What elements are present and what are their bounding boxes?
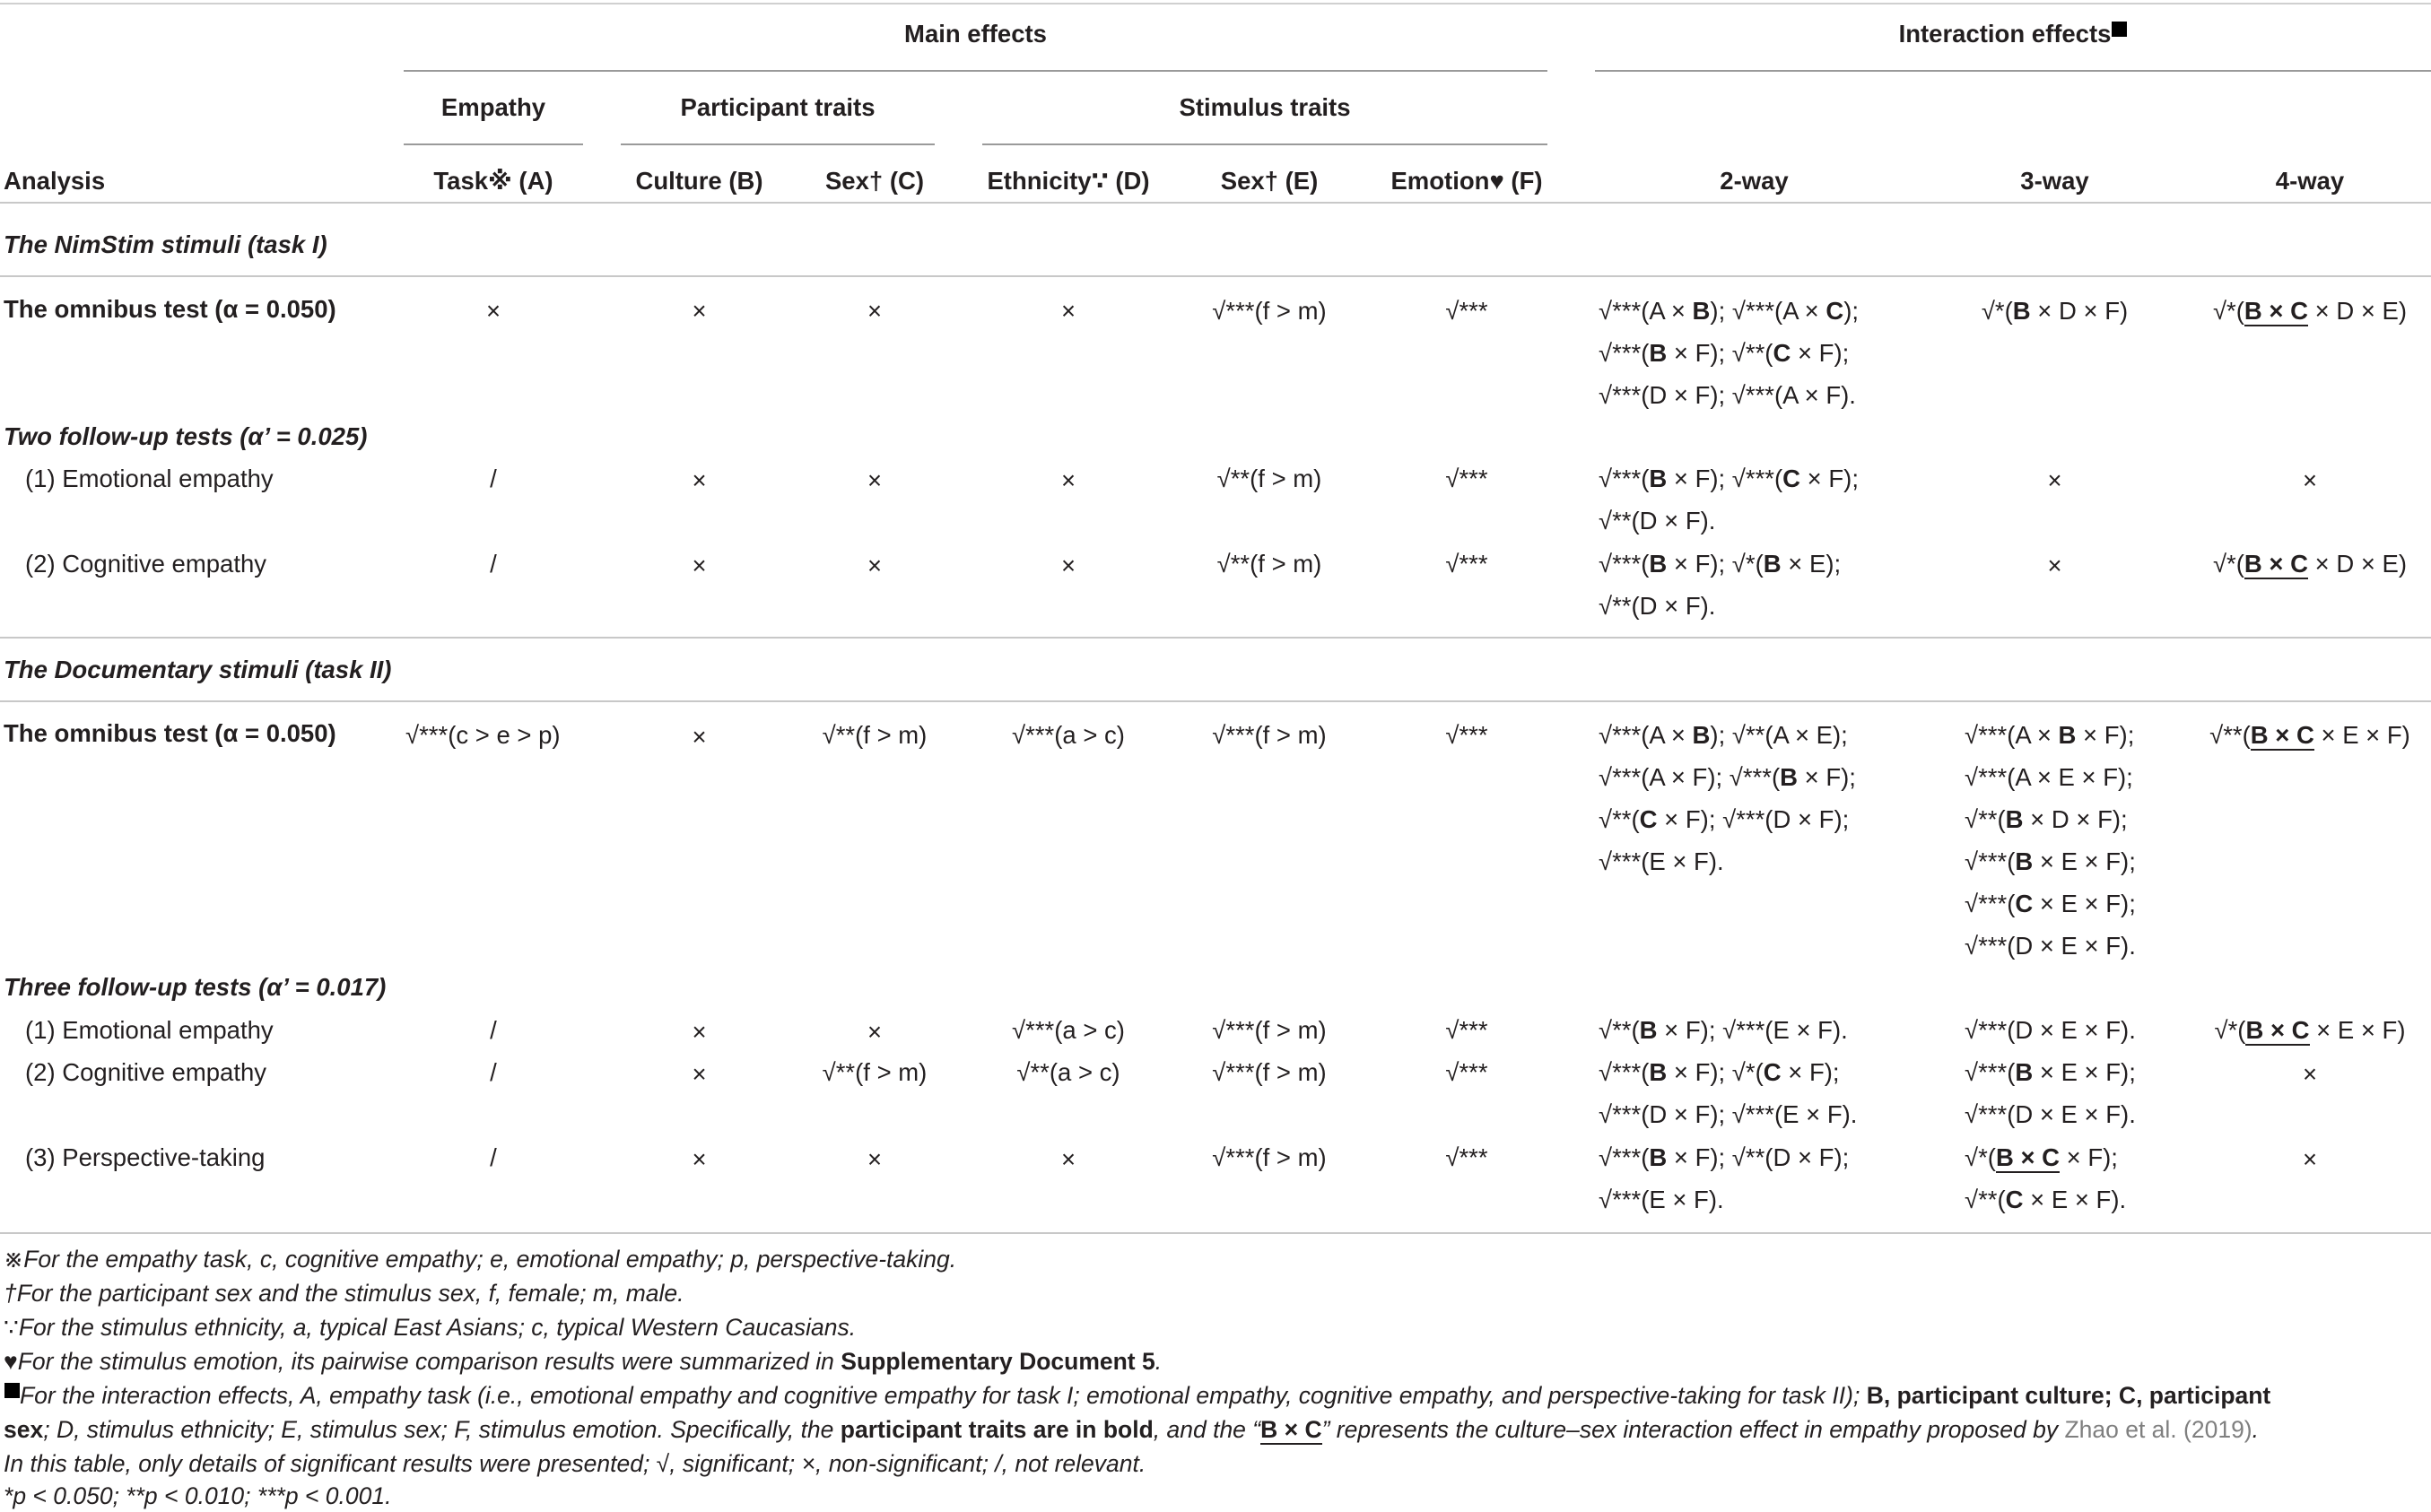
citation-link[interactable]: Zhao et al. (2019) xyxy=(2064,1416,2252,1443)
footnote-sex: †For the participant sex and the stimulus sex, f, female; m, male. xyxy=(4,1280,684,1307)
followup-heading-nimstim: Two follow-up tests (α’ = 0.025) xyxy=(4,422,368,450)
header-bottom-rule xyxy=(0,202,2431,204)
participant-sex-value: × xyxy=(867,552,883,579)
emotion-value: √*** xyxy=(1445,721,1488,749)
emotion-value: √*** xyxy=(1445,1143,1488,1171)
stimulus-traits-rule xyxy=(982,143,1547,145)
three-way-line: × xyxy=(2047,466,2062,494)
four-way-line: √**(B × C × E × F) xyxy=(2209,721,2410,749)
two-way-line: √***(A × F); √***(B × F); xyxy=(1599,763,1856,791)
participant-sex-column-header: Sex† (C) xyxy=(824,167,925,195)
row-label: (1) Emotional empathy xyxy=(25,1016,274,1044)
ethnicity-value: √***(a > c) xyxy=(1012,1016,1125,1044)
section-title-nimstim: The NimStim stimuli (task I) xyxy=(4,230,327,258)
footnote-legend: In this table, only details of significant results were presented; √, significant; ×, non-significant; /, not relevant. xyxy=(4,1450,1146,1477)
footnote-ethnicity: ∵For the stimulus ethnicity, a, typical East Asians; c, typical Western Caucasians. xyxy=(4,1314,857,1341)
participant-sex-value: × xyxy=(867,466,883,494)
two-way-column-header: 2-way xyxy=(1720,167,1789,195)
participant-sex-value: × xyxy=(867,297,883,325)
two-way-line: √***(D × F); √***(A × F). xyxy=(1599,381,1856,409)
three-way-line: √***(A × E × F); xyxy=(1965,763,2133,791)
task-value: / xyxy=(490,1058,497,1086)
four-way-line: √*(B × C × E × F) xyxy=(2214,1016,2406,1044)
row-label: The omnibus test (α = 0.050) xyxy=(4,719,336,747)
stimulus-traits-heading: Stimulus traits xyxy=(1179,93,1351,121)
three-way-line: √***(B × E × F); xyxy=(1965,1058,2136,1086)
three-way-line: × xyxy=(2047,552,2062,579)
row-label: (2) Cognitive empathy xyxy=(25,550,267,578)
two-way-line: √***(E × F). xyxy=(1599,847,1724,875)
three-way-line: √***(D × E × F). xyxy=(1965,932,2136,960)
footnote-interaction-1: For the interaction effects, A, empathy task (i.e., emotional empathy and cognitive empathy for task I; emotional empathy, cognitive empathy, and perspective-taking for task II); B, participant culture; C, participant xyxy=(4,1380,2270,1411)
main-effects-rule xyxy=(404,70,1547,72)
culture-value: × xyxy=(692,297,707,325)
two-way-line: √***(B × F); √*(C × F); xyxy=(1599,1058,1840,1086)
ethnicity-value: √***(a > c) xyxy=(1012,721,1125,749)
task-value: / xyxy=(490,1143,497,1171)
culture-value: × xyxy=(692,1018,707,1046)
interaction-effects-heading: Interaction effects xyxy=(1595,19,2431,49)
task-value: / xyxy=(490,465,497,492)
three-way-line: √***(A × B × F); xyxy=(1965,721,2135,749)
three-way-line: √**(C × E × F). xyxy=(1965,1186,2127,1213)
stimulus-sex-value: √***(f > m) xyxy=(1212,1143,1327,1171)
stimulus-sex-value: √***(f > m) xyxy=(1212,1016,1327,1044)
black-square-icon xyxy=(2112,22,2127,37)
task-value: / xyxy=(490,550,497,578)
two-way-line: √***(A × B); √**(A × E); xyxy=(1599,721,1848,749)
top-rule xyxy=(0,3,2431,4)
stimulus-sex-value: √**(f > m) xyxy=(1216,465,1322,492)
emotion-value: √*** xyxy=(1445,297,1488,325)
four-way-line: × xyxy=(2302,1145,2318,1173)
participant-sex-value: × xyxy=(867,1018,883,1046)
three-way-line: √***(D × E × F). xyxy=(1965,1016,2136,1044)
main-effects-heading: Main effects xyxy=(904,20,1047,48)
participant-sex-value: × xyxy=(867,1145,883,1173)
two-way-line: √***(E × F). xyxy=(1599,1186,1724,1213)
footnote-emotion: ♥For the stimulus emotion, its pairwise comparison results were summarized in Supplementary Document 5. xyxy=(4,1348,1163,1375)
three-way-column-header: 3-way xyxy=(2020,167,2089,195)
emotion-value: √*** xyxy=(1445,550,1488,578)
participant-traits-heading: Participant traits xyxy=(680,93,876,121)
three-way-line: √***(D × E × F). xyxy=(1965,1100,2136,1128)
followup-heading-documentary: Three follow-up tests (α’ = 0.017) xyxy=(4,973,387,1001)
emotion-value: √*** xyxy=(1445,1058,1488,1086)
three-way-line: √***(B × E × F); xyxy=(1965,847,2136,875)
four-way-line: × xyxy=(2302,466,2318,494)
ethnicity-value: × xyxy=(1060,1145,1076,1173)
section-rule xyxy=(0,637,2431,639)
four-way-line: × xyxy=(2302,1060,2318,1088)
analysis-column-header: Analysis xyxy=(4,167,106,195)
task-column-header: Task※ (A) xyxy=(433,167,553,195)
two-way-line: √***(A × B); √***(A × C); xyxy=(1599,297,1860,325)
row-label: The omnibus test (α = 0.050) xyxy=(4,295,336,323)
participant-sex-value: √**(f > m) xyxy=(822,1058,928,1086)
task-value: √***(c > e > p) xyxy=(405,721,561,749)
emotion-value: √*** xyxy=(1445,465,1488,492)
two-way-line: √**(D × F). xyxy=(1599,507,1716,534)
three-way-line: √*(B × C × F); xyxy=(1965,1143,2118,1171)
two-way-line: √**(C × F); √***(D × F); xyxy=(1599,805,1850,833)
stimulus-sex-value: √***(f > m) xyxy=(1212,721,1327,749)
two-way-line: √***(B × F); √**(D × F); xyxy=(1599,1143,1850,1171)
three-way-line: √*(B × D × F) xyxy=(1981,297,2129,325)
four-way-column-header: 4-way xyxy=(2275,167,2345,195)
culture-value: × xyxy=(692,552,707,579)
two-way-line: √**(B × F); √***(E × F). xyxy=(1599,1016,1848,1044)
participant-traits-rule xyxy=(621,143,935,145)
four-way-line: √*(B × C × D × E) xyxy=(2212,297,2408,325)
interaction-effects-rule xyxy=(1595,70,2431,72)
four-way-line: √*(B × C × D × E) xyxy=(2212,550,2408,578)
task-value: × xyxy=(485,297,501,325)
stimulus-sex-value: √***(f > m) xyxy=(1212,297,1327,325)
row-label: (3) Perspective-taking xyxy=(25,1143,266,1171)
two-way-line: √**(D × F). xyxy=(1599,592,1716,620)
footnote-significance: *p < 0.050; **p < 0.010; ***p < 0.001. xyxy=(4,1482,392,1509)
row-label: (1) Emotional empathy xyxy=(25,465,274,492)
stimulus-sex-value: √**(f > m) xyxy=(1216,550,1322,578)
two-way-line: √***(D × F); √***(E × F). xyxy=(1599,1100,1858,1128)
ethnicity-column-header: Ethnicity∵ (D) xyxy=(987,167,1150,195)
footnote-task: ※For the empathy task, c, cognitive empathy; e, emotional empathy; p, perspective-taking. xyxy=(4,1246,957,1273)
task-value: / xyxy=(490,1016,497,1044)
section-rule xyxy=(0,700,2431,702)
emotion-value: √*** xyxy=(1445,1016,1488,1044)
stimulus-sex-column-header: Sex† (E) xyxy=(1220,167,1319,195)
ethnicity-value: × xyxy=(1060,466,1076,494)
empathy-rule xyxy=(404,143,583,145)
culture-value: × xyxy=(692,1145,707,1173)
footnote-interaction-2: sex; D, stimulus ethnicity; E, stimulus sex; F, stimulus emotion. Specifically, the participant traits are in bold, and the “B × C” represents the culture–sex interaction effect in empathy proposed by Zhao et al. (2019). xyxy=(4,1416,2260,1443)
stimulus-sex-value: √***(f > m) xyxy=(1212,1058,1327,1086)
culture-value: × xyxy=(692,723,707,751)
section-rule xyxy=(0,275,2431,277)
emotion-column-header: Emotion♥ (F) xyxy=(1390,167,1543,195)
ethnicity-value: √**(a > c) xyxy=(1016,1058,1120,1086)
heart-icon: ♥ xyxy=(4,1348,18,1375)
empathy-heading: Empathy xyxy=(440,93,546,121)
ethnicity-value: × xyxy=(1060,297,1076,325)
culture-column-header: Culture (B) xyxy=(635,167,763,195)
row-label: (2) Cognitive empathy xyxy=(25,1058,267,1086)
participant-sex-value: √**(f > m) xyxy=(822,721,928,749)
two-way-line: √***(B × F); √***(C × F); xyxy=(1599,465,1859,492)
black-square-icon xyxy=(4,1383,20,1398)
two-way-line: √***(B × F); √**(C × F); xyxy=(1599,339,1850,367)
supplementary-link[interactable]: Supplementary Document 5 xyxy=(841,1348,1155,1375)
ethnicity-value: × xyxy=(1060,552,1076,579)
three-way-line: √**(B × D × F); xyxy=(1965,805,2128,833)
three-way-line: √***(C × E × F); xyxy=(1965,890,2136,917)
section-title-documentary: The Documentary stimuli (task II) xyxy=(4,656,392,683)
culture-value: × xyxy=(692,1060,707,1088)
culture-value: × xyxy=(692,466,707,494)
table-bottom-rule xyxy=(0,1232,2431,1234)
two-way-line: √***(B × F); √*(B × E); xyxy=(1599,550,1842,578)
